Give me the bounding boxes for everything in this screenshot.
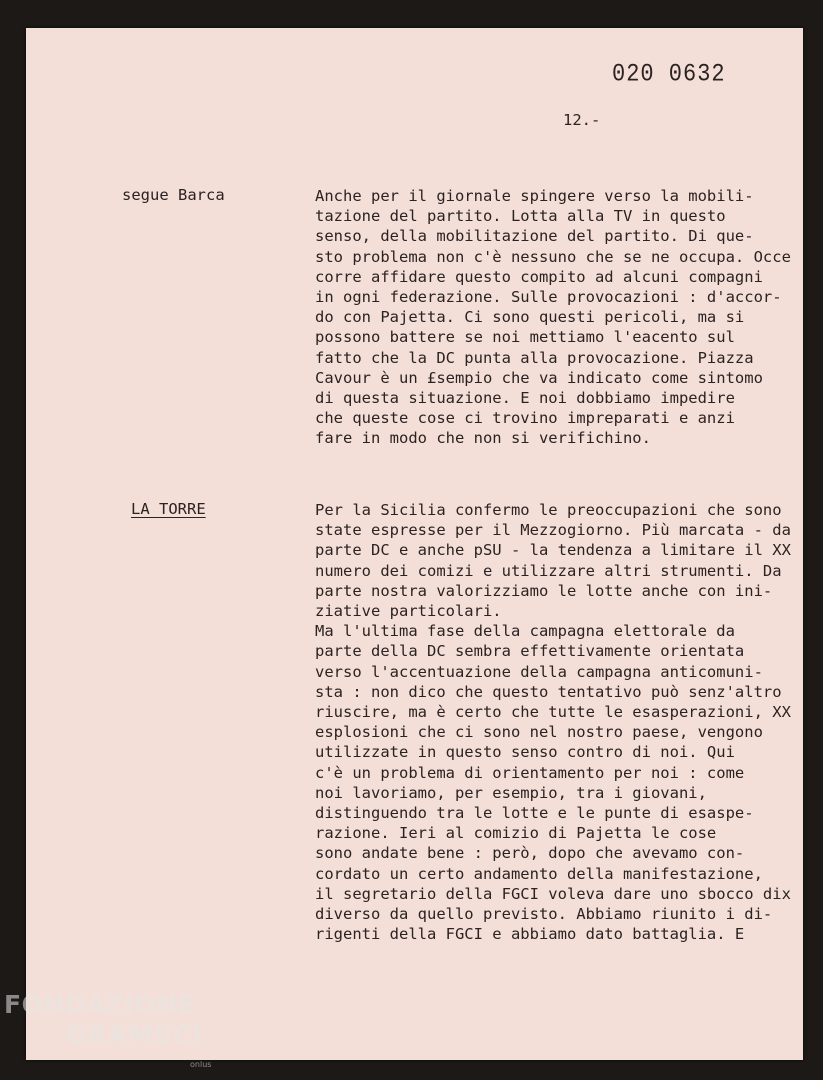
- page-number: 12.-: [563, 111, 601, 129]
- watermark-line: GRAMSCI: [66, 1020, 203, 1049]
- watermark-line: FONDAZIONE: [4, 990, 196, 1019]
- speaker-label: LA TORRE: [131, 500, 206, 518]
- speaker-label: segue Barca: [122, 186, 225, 204]
- archive-code: 020 0632: [612, 60, 726, 89]
- speech-text-barca: Anche per il giornale spingere verso la mobili- tazione del partito. Lotta alla TV in questo senso, della mobilitazione del partito. Di que- sto problema non c'è nessuno che se ne occupa. Occe corre affidare questo compito ad alcuni compagni in ogni federazione. Sulle provocazioni : d'accor- do con Pajetta. Ci sono questi pericoli, ma si possono battere se noi mettiamo l'eacento sul fatto che la DC punta alla provocazione. Piazza Cavour è un £sempio che va indicato come sintomo di questa situazione. E noi dobbiamo impedire che queste cose ci trovino impreparati e anzi fare in modo che non si verifichino.: [315, 187, 791, 448]
- fondazione-gramsci-watermark: [4, 990, 212, 1069]
- watermark-line: onlus: [190, 1060, 212, 1069]
- speech-text-la-torre: Per la Sicilia confermo le preoccupazioni che sono state espresse per il Mezzogiorno. Più marcata - da parte DC e anche pSU - la tendenza a limitare il XX numero dei comizi e utilizzare altri strumenti. Da parte nostra valorizziamo le lotte anche con ini- ziative particolari. Ma l'ultima fase della campagna elettorale da parte della DC sembra effettivamente orientata verso l'accentuazione della campagna anticomuni- sta : non dico che questo tentativo può senz'altro riuscire, ma è certo che tutte le esasperazioni, XX esplosioni che ci sono nel nostro paese, vengono utilizzate in questo senso contro di noi. Qui c'è un problema di orientamento per noi : come noi lavoriamo, per esempio, tra i giovani, distinguendo tra le lotte e le punte di esaspe- razione. Ieri al comizio di Pajetta le cose sono andate bene : però, dopo che avevamo con- cordato un certo andamento della manifestazione, il segretario della FGCI voleva dare uno sbocco dix diverso da quello previsto. Abbiamo riunito i di- rigenti della FGCI e abbiamo dato battaglia. E: [315, 501, 791, 944]
